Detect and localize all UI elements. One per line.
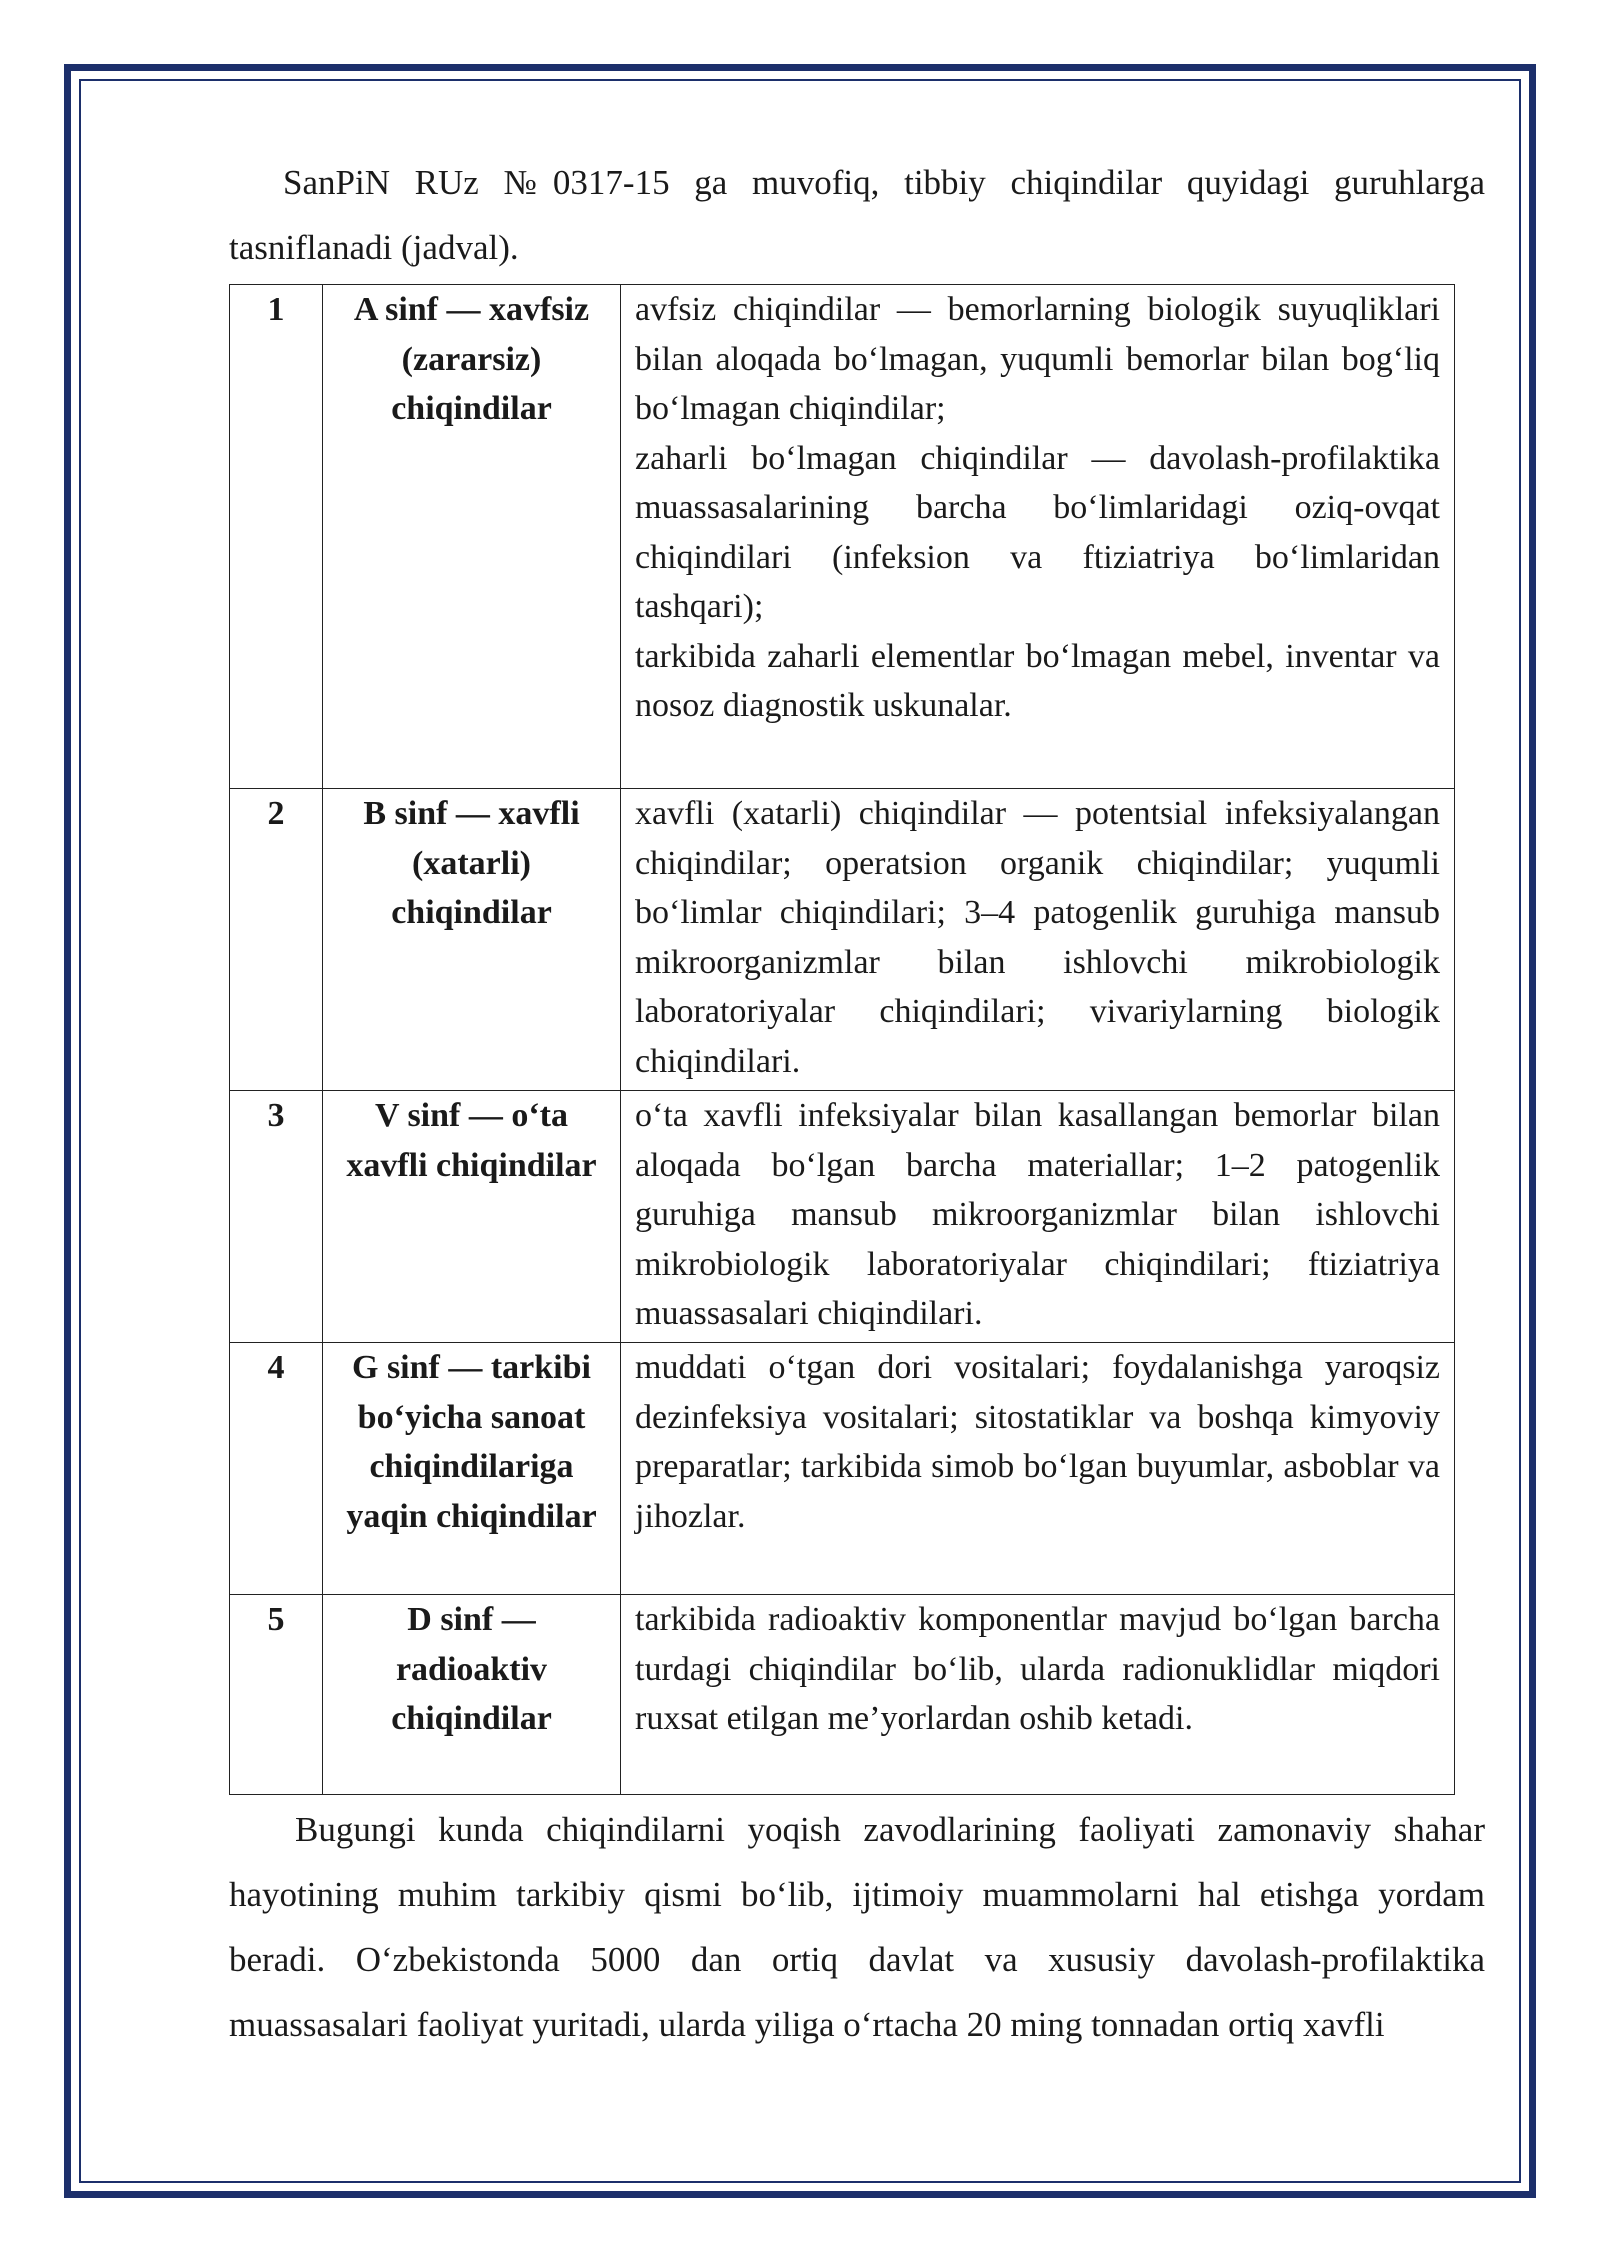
intro-paragraph: SanPiN RUz №0317-15 ga muvofiq, tibbiy chiqindilar quyidagi guruhlarga tasniflanadi (jadval). (229, 163, 1485, 267)
row-number: 5 (230, 1595, 323, 1795)
waste-class-name: B sinf — xavfli (xatarli) chiqindilar (323, 789, 621, 1091)
waste-class-name: A sinf — xavfsiz (zararsiz) chiqindilar (323, 285, 621, 789)
description-paragraph: tarkibida radioaktiv komponentlar mavjud boʻlgan barcha turdagi chiqindilar boʻlib, ularda radionuklidlar miqdori ruxsat etilgan me’yorlardan oshib ketadi. (635, 1601, 1440, 1737)
waste-class-description (621, 789, 1455, 1091)
table-row (230, 1091, 1455, 1343)
page-content (229, 150, 1485, 2057)
row-number: 1 (230, 285, 323, 789)
waste-classification-table (229, 284, 1455, 1795)
table-row (230, 1343, 1455, 1595)
description-paragraph: xavfli (xatarli) chiqindilar — potentsial infeksiyalangan chiqindilar; operatsion organik chiqindilar; yuqumli boʻlimlar chiqindilari; 3–4 patogenlik guruhiga mansub mikroorganizmlar bilan ishlovchi mikrobiologik laboratoriyalar chiqindilari; vivariylarning biologik chiqindilari. (635, 795, 1440, 1080)
waste-class-description (621, 1595, 1455, 1795)
table-row (230, 285, 1455, 789)
row-number: 3 (230, 1091, 323, 1343)
waste-class-description (621, 1343, 1455, 1595)
table-row (230, 789, 1455, 1091)
table-row (230, 1595, 1455, 1795)
row-number: 4 (230, 1343, 323, 1595)
row-number: 2 (230, 789, 323, 1091)
description-paragraph: tarkibida zaharli elementlar boʻlmagan mebel, inventar va nosoz diagnostik uskunalar. (635, 637, 1440, 724)
description-paragraph: avfsiz chiqindilar — bemorlarning biologik suyuqliklari bilan aloqada boʻlmagan, yuqumli bemorlar bilan bogʻliq boʻlmagan chiqindilar; (635, 291, 1440, 427)
waste-class-description (621, 285, 1455, 789)
description-paragraph: zaharli boʻlmagan chiqindilar — davolash-profilaktika muassasalarining barcha boʻlimlaridagi oziq-ovqat chiqindilari (infeksion va ftiziatriya boʻlimlaridan tashqari); (635, 439, 1440, 625)
closing-paragraph: Bugungi kunda chiqindilarni yoqish zavodlarining faoliyati zamonaviy shahar hayotining muhim tarkibiy qismi boʻlib, ijtimoiy muammolarni hal etishga yordam beradi. Oʻzbekistonda 5000 dan ortiq davlat va xususiy davolash-profilaktika muassasalari faoliyat yuritadi, ularda yiliga oʻrtacha 20 ming tonnadan ortiq xavfli (229, 1810, 1485, 2044)
description-paragraph: oʻta xavfli infeksiyalar bilan kasallangan bemorlar bilan aloqada boʻlgan barcha materiallar; 1–2 patogenlik guruhiga mansub mikroorganizmlar bilan ishlovchi mikrobiologik laboratoriyalar chiqindilari; ftiziatriya muassasalari chiqindilari. (635, 1097, 1440, 1332)
waste-class-name: V sinf — oʻta xavfli chiqindilar (323, 1091, 621, 1343)
waste-class-description (621, 1091, 1455, 1343)
waste-class-name: D sinf — radioaktiv chiqindilar (323, 1595, 621, 1795)
description-paragraph: muddati oʻtgan dori vositalari; foydalanishga yaroqsiz dezinfeksiya vositalari; sitostatiklar va boshqa kimyoviy preparatlar; tarkibida simob boʻlgan buyumlar, asboblar va jihozlar. (635, 1349, 1440, 1535)
waste-class-name: G sinf — tarkibi boʻyicha sanoat chiqindilariga yaqin chiqindilar (323, 1343, 621, 1595)
